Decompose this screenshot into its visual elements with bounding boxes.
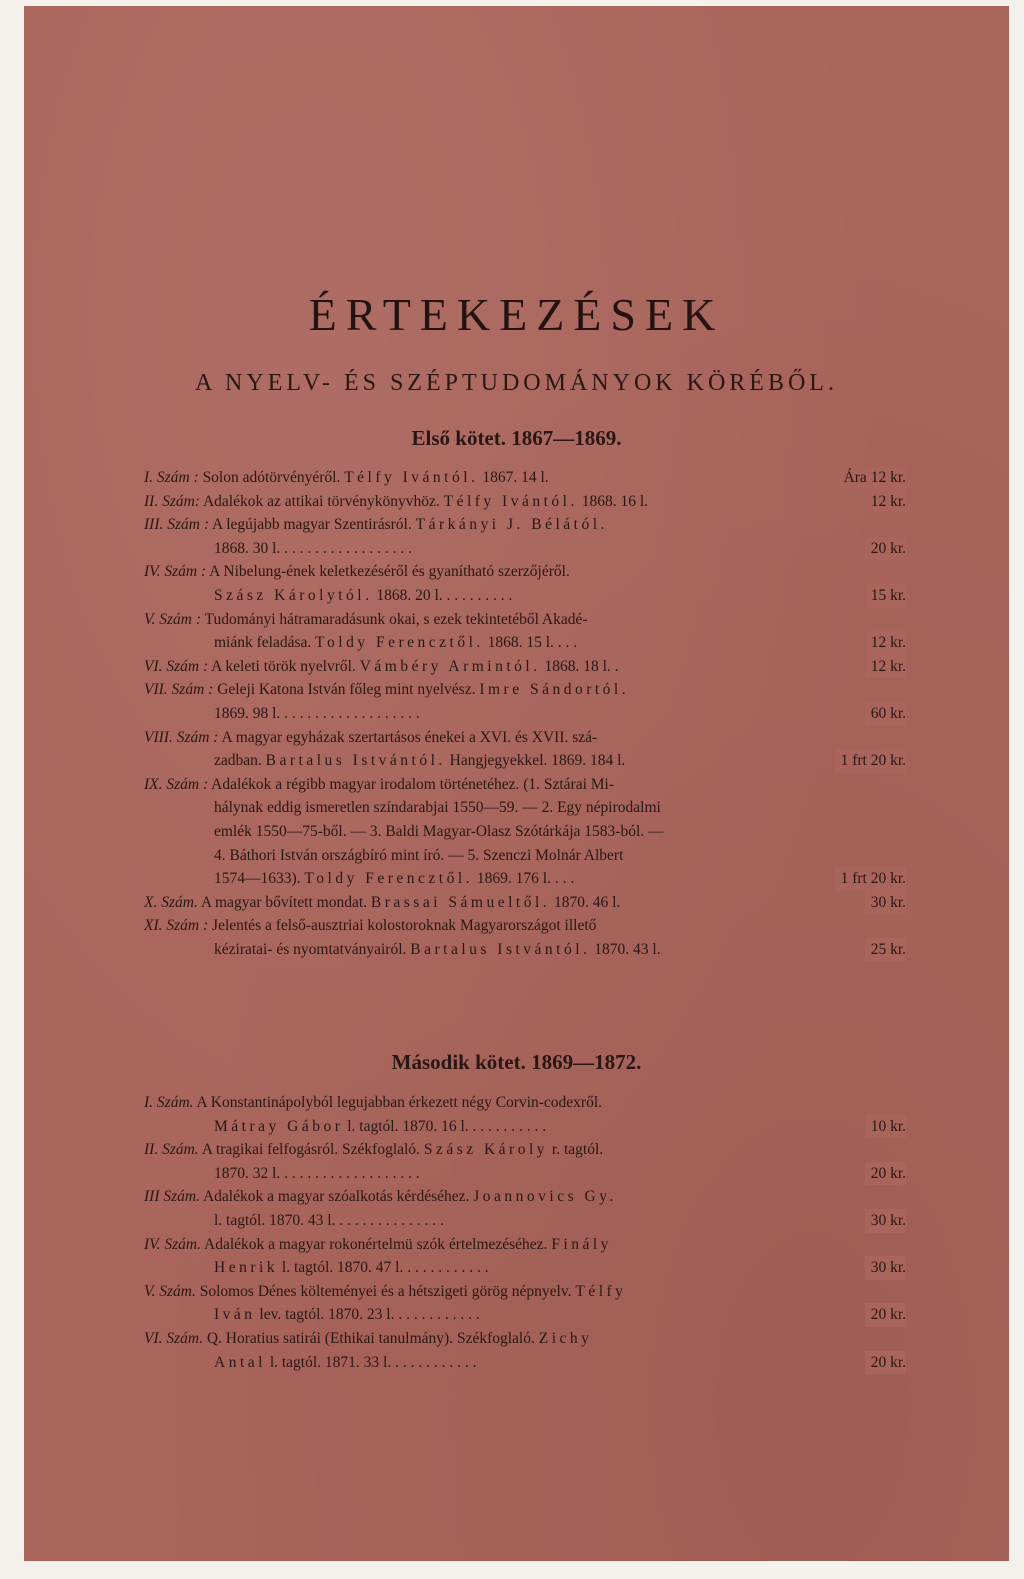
volume-2-heading: Második kötet. 1869—1872. (391, 1050, 642, 1074)
entry-author: Imre Sándortól. (479, 681, 630, 699)
list-item (144, 1185, 906, 1232)
entry-text: Adalékok a régibb magyar irodalom történetéhez. (1. Sztárai Mi- (208, 775, 615, 793)
entry-number: V. Szám : (144, 610, 201, 628)
entry-text: Adalékok a magyar rokonértelmü szók értelmezéséhez. (200, 1235, 552, 1253)
entry-line (144, 1138, 906, 1162)
entry-author: Finály (551, 1235, 612, 1253)
entry-text: kéziratai- és nyomtatványairól. (214, 940, 411, 958)
entry-number: VIII. Szám : (144, 728, 219, 746)
list-item (144, 726, 906, 773)
entry-text: Geleji Katona István főleg mint nyelvész. (213, 681, 480, 699)
list-item (144, 513, 906, 560)
volume-1-list (144, 466, 906, 961)
entry-line (144, 631, 906, 655)
entry-number: IX. Szám : (144, 775, 209, 793)
entry-text: Hangjegyekkel. 1869. 184 l. (445, 752, 626, 770)
entry-text: zadban. (214, 752, 266, 770)
entry-text: 1869. 98 l. . . . . . . . . . . . . . . . . . . (214, 704, 420, 722)
entry-number: V. Szám. (144, 1282, 196, 1300)
list-item (144, 608, 906, 655)
entry-price: Ára 12 kr. (838, 466, 906, 490)
entry-text: 1868. 15 l. . . . (483, 634, 578, 652)
cover-page (24, 6, 1009, 1561)
entry-author: Bartalus Istvántól. (410, 940, 591, 958)
entry-number: I. Szám. (144, 1094, 194, 1111)
entry-number: II. Szám. (144, 1141, 199, 1159)
entry-text: Q. Horatius satirái (Ethikai tanulmány). Székfoglaló. (202, 1329, 539, 1347)
entry-line (144, 726, 906, 750)
list-item (144, 1280, 906, 1327)
entry-author: Antal (214, 1353, 266, 1371)
entry-text: 1867. 14 l. (478, 469, 549, 486)
entry-number: II. Szám: (144, 492, 200, 510)
entry-line (144, 1233, 906, 1257)
entry-text: l. tagtól. 1870. 16 l. . . . . . . . . . . (343, 1117, 547, 1135)
entry-text: 4. Báthori István országbíró mint író. — 5. Szenczi Molnár Albert (214, 846, 624, 864)
list-item (144, 914, 906, 961)
list-item (144, 560, 906, 607)
entry-number: I. Szám : (144, 469, 199, 486)
entry-price: 20 kr. (865, 1162, 906, 1186)
entry-author: Szász Károlytól. (214, 586, 373, 604)
entry-line (144, 490, 906, 514)
entry-line (144, 1256, 906, 1280)
entry-text: l. tagtól. 1870. 47 l. . . . . . . . . . . . (278, 1259, 489, 1277)
entry-text: 1869. 176 l. . . . (473, 870, 575, 888)
entry-line (144, 891, 906, 915)
list-item (144, 466, 906, 490)
entry-price: 1 frt 20 kr. (835, 749, 906, 773)
entry-text: 1870. 32 l. . . . . . . . . . . . . . . . . . . (214, 1164, 420, 1182)
list-item (144, 891, 906, 915)
entry-text: A Nibelung-ének keletkezéséről és gyanítható szerzőjéről. (206, 563, 570, 581)
entry-price: 30 kr. (865, 1256, 906, 1280)
entry-text: A keleti török nyelvről. (208, 657, 360, 675)
entry-line (144, 608, 906, 632)
entry-line (144, 914, 906, 938)
entry-text: r. tagtól. (548, 1141, 604, 1159)
entry-text: 1868. 18 l. . (540, 657, 619, 675)
entry-price: 15 kr. (865, 584, 906, 608)
entry-text: 1870. 43 l. (590, 940, 661, 958)
list-item (144, 678, 906, 725)
list-item (144, 655, 906, 679)
entry-line (144, 584, 906, 608)
entry-line (144, 1327, 906, 1351)
entry-text: A tragikai felfogásról. Székfoglaló. (198, 1141, 424, 1159)
entry-number: III. Szám : (144, 516, 209, 534)
entry-line (144, 513, 906, 537)
entry-price: 12 kr. (865, 631, 906, 655)
volume-1-heading: Első kötet. 1867—1869. (411, 426, 622, 450)
entry-text: 1574—1633). (214, 870, 305, 888)
entry-author: Vámbéry Armintól. (359, 657, 541, 675)
entry-text: A magyar bővített mondat. (197, 893, 371, 911)
list-item (144, 1327, 906, 1374)
entry-line (144, 560, 906, 584)
entry-line (144, 749, 906, 773)
entry-price: 12 kr. (865, 490, 906, 514)
entry-text: Solon adótörvényéről. (198, 469, 345, 486)
entry-author: Brassai Sámueltől. (370, 893, 551, 911)
entry-text: Jelentés a felső-ausztriai kolostoroknak Magyarországot illető (208, 917, 597, 935)
list-item (144, 490, 906, 514)
entry-author: Toldy Ferencztől. (315, 634, 484, 652)
entry-price: 20 kr. (865, 1303, 906, 1327)
entry-author: Mátray Gábor (214, 1117, 344, 1135)
entry-line (144, 938, 906, 962)
entry-author: Iván (214, 1306, 256, 1324)
entry-text: Adalékok a magyar szóalkotás kérdéséhez. (199, 1188, 474, 1206)
entry-text: 1868. 16 l. (577, 492, 649, 510)
entry-line (144, 1209, 906, 1233)
entry-line (144, 844, 906, 868)
entry-text: 1868. 30 l. . . . . . . . . . . . . . . . . . (214, 539, 413, 557)
list-item (144, 1091, 906, 1138)
entry-price: 1 frt 20 kr. (835, 867, 906, 891)
volume-2-list (144, 1091, 906, 1374)
entry-price: 12 kr. (865, 655, 906, 679)
entry-number: VI. Szám : (144, 657, 209, 675)
entry-text: 1870. 46 l. (550, 893, 621, 911)
entry-number: IV. Szám : (144, 563, 207, 581)
entry-number: X. Szám. (144, 893, 198, 911)
entry-number: VI. Szám. (144, 1329, 203, 1347)
entry-line (144, 466, 906, 490)
entry-number: XI. Szám : (144, 917, 209, 935)
entry-line (144, 1091, 906, 1115)
entry-line (144, 1115, 906, 1139)
entry-line (144, 537, 906, 561)
entry-text: l. tagtól. 1870. 43 l. . . . . . . . . . . . . . . (214, 1211, 444, 1229)
entry-line (144, 796, 906, 820)
entry-author: Bartalus Istvántól. (265, 752, 446, 770)
entry-author: Télfy Ivántól. (443, 492, 578, 510)
entry-number: IV. Szám. (144, 1235, 201, 1253)
main-title: ÉRTEKEZÉSEK (308, 289, 725, 340)
entry-text: l. tagtól. 1871. 33 l. . . . . . . . . . . . (265, 1353, 477, 1371)
entry-line (144, 1280, 906, 1304)
entry-line (144, 867, 906, 891)
entry-line (144, 1185, 906, 1209)
entry-line (144, 1162, 906, 1186)
entry-text: Solomos Dénes költeményei és a hétszigeti görög népnyelv. (195, 1282, 576, 1300)
entry-author: Henrik (214, 1259, 279, 1277)
entry-price: 20 kr. (865, 1351, 906, 1375)
entry-author: Toldy Ferencztől. (304, 870, 474, 888)
entry-line (144, 678, 906, 702)
entry-author: Szász Károly (423, 1141, 549, 1159)
entry-price: 30 kr. (865, 891, 906, 915)
entry-line (144, 1351, 906, 1375)
entry-text: emlék 1550—75-ből. — 3. Baldi Magyar-Olasz Szótárkája 1583-ból. — (214, 822, 664, 840)
entry-text: lev. tagtól. 1870. 23 l. . . . . . . . . . . . (255, 1306, 480, 1324)
entry-text: miánk feladása. (214, 634, 316, 652)
entry-text: A legújabb magyar Szentirásról. (209, 516, 416, 534)
entry-text: 1868. 20 l. . . . . . . . . . (372, 586, 513, 604)
list-item (144, 1233, 906, 1280)
entry-author: Télfy Ivántól. (344, 469, 479, 486)
list-item (144, 1138, 906, 1185)
entry-price: 10 kr. (865, 1115, 906, 1139)
entry-author: Télfy (575, 1282, 627, 1300)
entry-line (144, 820, 906, 844)
entry-author: Tárkányi J. Bélától. (415, 516, 608, 534)
entry-price: 20 kr. (865, 537, 906, 561)
entry-line (144, 702, 906, 726)
entry-line (144, 773, 906, 797)
entry-line (144, 655, 906, 679)
entry-price: 30 kr. (865, 1209, 906, 1233)
entry-price: 25 kr. (865, 938, 906, 962)
entry-author: Joannovics Gy. (473, 1188, 617, 1206)
entry-line (144, 1303, 906, 1327)
entry-text: Tudományi hátramaradásunk okai, s ezek tekintetéből Akadé- (200, 610, 588, 628)
entry-text: A Konstantinápolyból legujabban érkezett négy Corvin-codexről. (193, 1094, 603, 1111)
entry-author: Zichy (538, 1329, 593, 1347)
subtitle: A NYELV- ÉS SZÉPTUDOMÁNYOK KÖRÉBŐL. (195, 370, 838, 396)
entry-text: Adalékok az attikai törvénykönyvhöz. (199, 492, 444, 510)
entry-number: VII. Szám : (144, 681, 214, 699)
list-item (144, 773, 906, 891)
entry-text: A magyar egyházak szertartásos énekei a XVI. és XVII. szá- (218, 728, 598, 746)
entry-text: hálynak eddig ismeretlen színdarabjai 1550—59. — 2. Egy népirodalmi (214, 799, 661, 817)
entry-number: III Szám. (144, 1188, 200, 1206)
entry-price: 60 kr. (865, 702, 906, 726)
